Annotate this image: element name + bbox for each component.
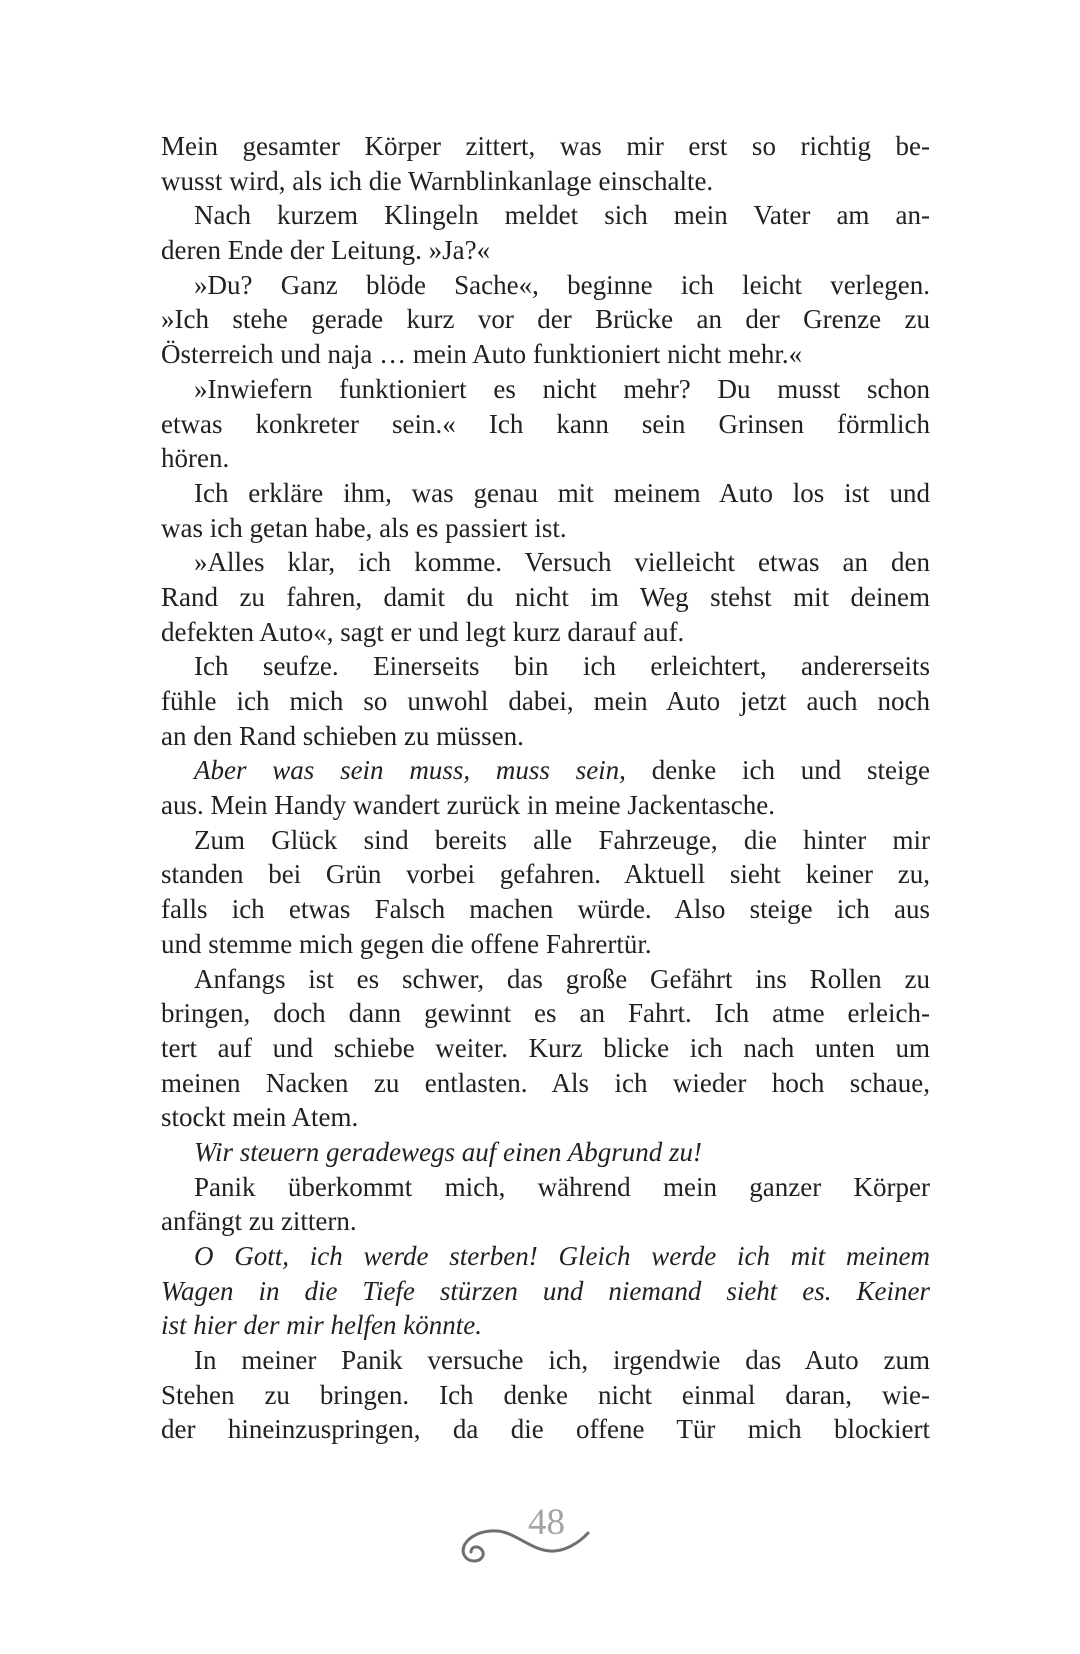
text-segment: wusst wird, als ich die Warnblinkanlage einschalte. [161, 165, 714, 196]
text-line [161, 892, 930, 927]
text-segment: der hineinzuspringen, da die offene Tür mich blockiert [161, 1414, 930, 1445]
text-line [161, 511, 930, 546]
text-line [161, 962, 930, 997]
text-segment: bringen, doch dann gewinnt es an Fahrt. Ich atme erleich- [161, 998, 930, 1029]
text-segment: »Du? Ganz blöde Sache«, beginne ich leicht verlegen. [194, 269, 930, 300]
text-line [161, 649, 930, 684]
text-line [161, 1412, 930, 1447]
text-line [161, 1378, 930, 1413]
text-segment: meinen Nacken zu entlasten. Als ich wieder hoch schaue, [161, 1067, 930, 1098]
italic-text-segment: ist hier der mir helfen könnte. [161, 1310, 482, 1341]
italic-text-segment: Wagen in die Tiefe stürzen und niemand sieht es. Keiner [161, 1275, 930, 1306]
text-line [161, 268, 930, 303]
text-line [161, 164, 930, 199]
text-line [161, 198, 930, 233]
text-line [161, 441, 930, 476]
text-segment: was ich getan habe, als es passiert ist. [161, 512, 567, 543]
text-line [161, 1135, 930, 1170]
text-line [161, 684, 930, 719]
italic-text-segment: Wir steuern geradewegs auf einen Abgrund zu! [194, 1136, 702, 1167]
text-segment: In meiner Panik versuche ich, irgendwie das Auto zum [194, 1345, 930, 1376]
text-line [161, 1031, 930, 1066]
text-segment: fühle ich mich so unwohl dabei, mein Auto jetzt auch noch [161, 686, 930, 716]
text-line [161, 1204, 930, 1239]
page-number: 48 [528, 1502, 565, 1543]
text-segment: Anfangs ist es schwer, das große Gefährt ins Rollen zu [194, 963, 930, 994]
text-segment: Stehen zu bringen. Ich denke nicht einmal daran, wie- [161, 1379, 930, 1410]
page-footer [445, 1502, 605, 1572]
text-segment: anfängt zu zittern. [161, 1206, 357, 1237]
text-line [161, 233, 930, 268]
text-line [161, 857, 930, 892]
text-segment: aus. Mein Handy wandert zurück in meine Jackentasche. [161, 790, 776, 821]
text-line [161, 407, 930, 442]
text-segment: hören. [161, 443, 230, 474]
text-segment: deren Ende der Leitung. »Ja?« [161, 235, 491, 266]
text-segment: »Ich stehe gerade kurz vor der Brücke an der Grenze zu [161, 304, 930, 335]
text-line [161, 719, 930, 754]
text-segment: stockt mein Atem. [161, 1102, 359, 1133]
text-line [161, 302, 930, 337]
italic-text-segment: O Gott, ich werde sterben! Gleich werde ich mit meinem [194, 1241, 930, 1271]
text-segment: Mein gesamter Körper zittert, was mir erst so richtig be- [161, 131, 930, 161]
text-line [161, 545, 930, 580]
text-line [161, 1170, 930, 1205]
text-segment: Österreich und naja … mein Auto funktioniert nicht mehr.« [161, 339, 803, 370]
swash-flourish-icon [445, 1510, 595, 1565]
text-line [161, 476, 930, 511]
text-segment: und stemme mich gegen die offene Fahrertür. [161, 928, 652, 959]
text-segment: standen bei Grün vorbei gefahren. Aktuell sieht keiner zu, [161, 859, 930, 890]
text-line [161, 753, 930, 788]
italic-text-segment: Aber was sein muss, muss sein, [194, 755, 626, 786]
text-line [161, 129, 930, 164]
text-line [161, 1274, 930, 1309]
text-segment: etwas konkreter sein.« Ich kann sein Grinsen förmlich [161, 408, 930, 439]
text-segment: Rand zu fahren, damit du nicht im Weg stehst mit deinem [161, 581, 930, 612]
text-line [161, 337, 930, 372]
text-line [161, 372, 930, 407]
page-text [161, 129, 930, 1447]
text-segment: defekten Auto«, sagt er und legt kurz darauf auf. [161, 616, 685, 647]
text-line [161, 1239, 930, 1274]
text-segment: Nach kurzem Klingeln meldet sich mein Vater am an- [194, 200, 930, 231]
text-segment: an den Rand schieben zu müssen. [161, 720, 524, 751]
text-segment: falls ich etwas Falsch machen würde. Also steige ich aus [161, 894, 930, 925]
text-line [161, 996, 930, 1031]
text-line [161, 1308, 930, 1343]
text-segment: »Inwiefern funktioniert es nicht mehr? Du musst schon [194, 373, 930, 404]
text-segment: Ich erkläre ihm, was genau mit meinem Auto los ist und [194, 477, 930, 508]
text-line [161, 823, 930, 858]
text-segment: Ich seufze. Einerseits bin ich erleichtert, andererseits [194, 651, 930, 682]
text-segment: denke ich und steige [625, 755, 931, 786]
text-line [161, 927, 930, 962]
text-line [161, 788, 930, 823]
text-line [161, 1343, 930, 1378]
text-segment: »Alles klar, ich komme. Versuch vielleicht etwas an den [194, 547, 930, 578]
text-line [161, 580, 930, 615]
text-segment: Panik überkommt mich, während mein ganzer Körper [194, 1171, 930, 1202]
text-line [161, 615, 930, 650]
text-line [161, 1100, 930, 1135]
text-segment: tert auf und schiebe weiter. Kurz blicke ich nach unten um [161, 1032, 930, 1063]
text-line [161, 1066, 930, 1101]
text-segment: Zum Glück sind bereits alle Fahrzeuge, die hinter mir [194, 824, 930, 855]
